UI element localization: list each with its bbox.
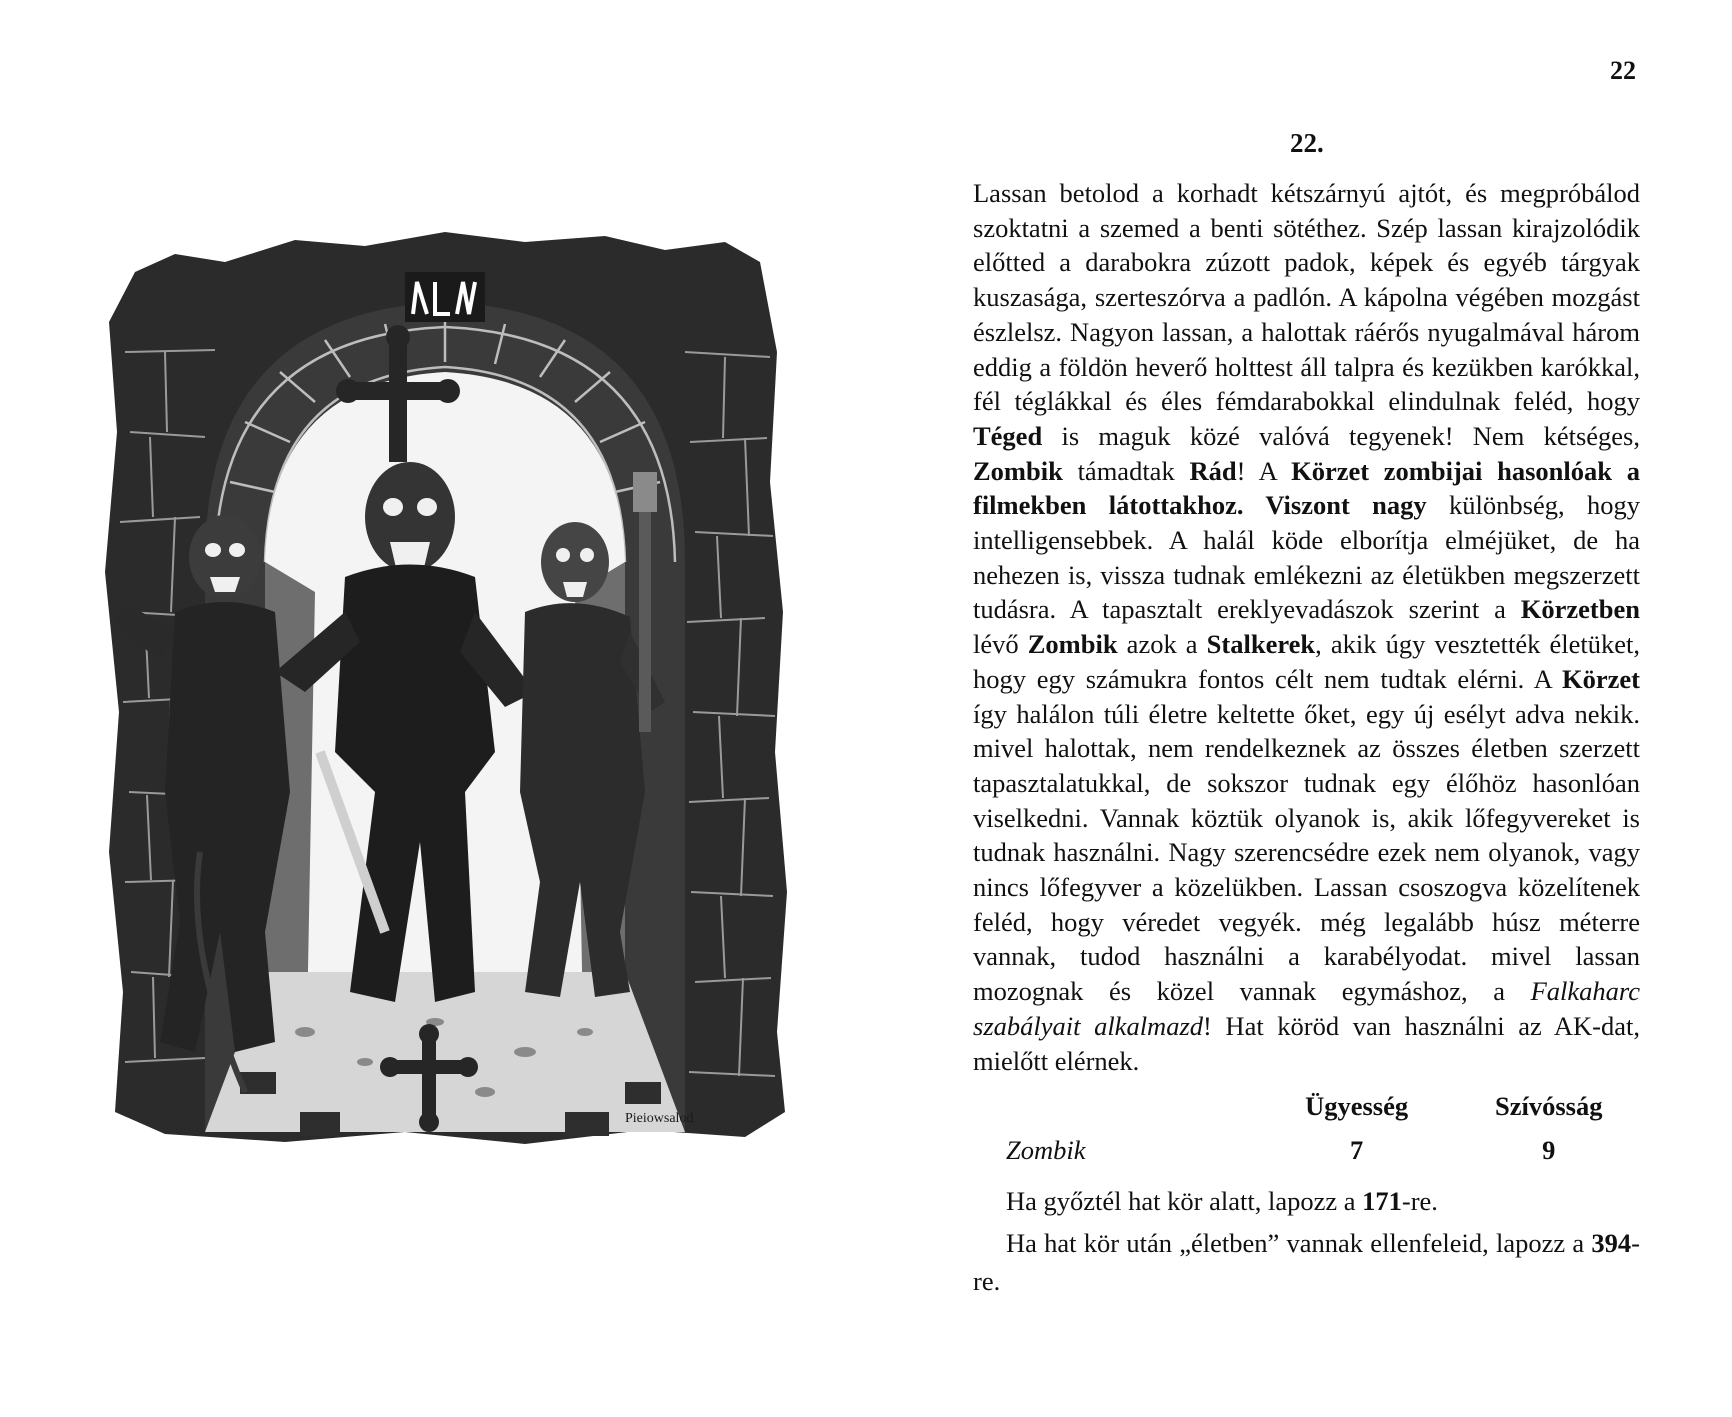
choice-lose-pre: Ha hat kör után „életben” vannak ellenfeleid, lapozz a [1006, 1228, 1592, 1259]
body-segment: Lassan betolod a korhadt kétszárnyú ajtót, és megpróbálod szoktatni a szemed a benti sötéthez. Szép lassan kirajzolódik előtted a darabokra zúzott padok, képek és egyéb tárgyak kuszasága, szerteszórva a padlón. A kápolna végében mozgást észlelsz. Nagyon lassan, a halottak ráérős nyugalmával három eddig a földön heverő holttest áll talpra és kezükben karókkal, fél téglákkal és éles fémdarabokkal elindulnak feléd, hogy [973, 178, 1640, 417]
body-segment: , akik úgy vesztették életüket, hogy egy számukra fontos célt nem tudtak elérni. A [973, 629, 1640, 694]
body-segment: különbség, hogy intelligensebbek. A halál köde elborítja elméjüket, de ha nehezen is, vissza tudnak emlékezni az életükben megszerzett tudásra. A tapasztalt ereklyevadászok szerint a [973, 490, 1640, 625]
choice-win [973, 1182, 1640, 1220]
body-segment: is maguk közé valóvá tegyenek! Nem kétséges, [1042, 420, 1640, 451]
body-segment: Zombik [973, 455, 1063, 486]
body-segment: ! Hat köröd van használni az AK-dat, mielőtt elérnek. [973, 1010, 1640, 1076]
keystone-inscription [405, 272, 485, 322]
body-segment: lévő [973, 629, 1028, 660]
body-segment: ! A [1236, 455, 1292, 486]
choice-lose-target[interactable]: 394 [1591, 1228, 1632, 1259]
choice-win-post: -re. [1401, 1186, 1438, 1217]
body-segment: Körzetben [1520, 594, 1640, 625]
illustration-svg [105, 232, 790, 1152]
body-segment: támadtak [1062, 455, 1190, 486]
body-segment: azok a [1117, 629, 1207, 660]
section-number: 22. [1290, 128, 1324, 158]
enemy-stamina: 9 [1542, 1134, 1556, 1165]
stats-row-enemy [973, 1128, 1640, 1172]
body-segment: Téged [973, 420, 1043, 451]
body-segment: Stalkerek [1206, 629, 1316, 660]
choice-win-pre: Ha győztél hat kör alatt, lapozz a [1006, 1186, 1363, 1217]
body-segment: Falkaharc szabályait alkalmazd [973, 976, 1640, 1041]
stats-header-row [973, 1084, 1640, 1128]
body-segment: Körzet [1562, 663, 1640, 694]
stats-header-skill: Ügyesség [1305, 1090, 1409, 1121]
stats-header-stamina: Szívósság [1494, 1090, 1603, 1121]
zombies-illustration [105, 232, 790, 1152]
body-paragraph [973, 176, 1640, 1078]
choice-win-target[interactable]: 171 [1362, 1186, 1402, 1217]
body-segment: így halálon túli életre keltette őket, egy új esélyt adva nekik. mivel halottak, nem rendelkeznek az összes életben szerzett tapasztalatukkal, de sokszor tudnak egy élőhöz hasonlóan viselkedni. Vannak köztük olyanok is, akik lőfegyvereket is tudnak használni. Nagy szerencsédre ezek nem olyanok, vagy nincs lőfegyver a közelükben. Lassan csoszogva közelítenek feléd, hogy véredet vegyék. még legalább húsz méterre vannak, tudod használni a karabélyodat. mivel lassan mozognak és közel vannak egymáshoz, a [973, 698, 1640, 1007]
enemy-name: Zombik [1006, 1134, 1086, 1165]
body-segment: Zombik [1027, 629, 1118, 660]
stats-table [973, 1084, 1640, 1172]
choice-lose-post: -re. [973, 1228, 1640, 1297]
illustration-signature: Pieiowsalod [625, 1111, 694, 1126]
body-segment: Rád [1189, 455, 1237, 486]
enemy-skill: 7 [1349, 1134, 1364, 1165]
choice-lose [973, 1224, 1640, 1300]
page-number: 22 [1610, 56, 1636, 85]
body-segment: Körzet zombijai hasonlóak a filmekben látottakhoz. Viszont nagy [973, 455, 1640, 521]
text-column [973, 176, 1640, 1300]
